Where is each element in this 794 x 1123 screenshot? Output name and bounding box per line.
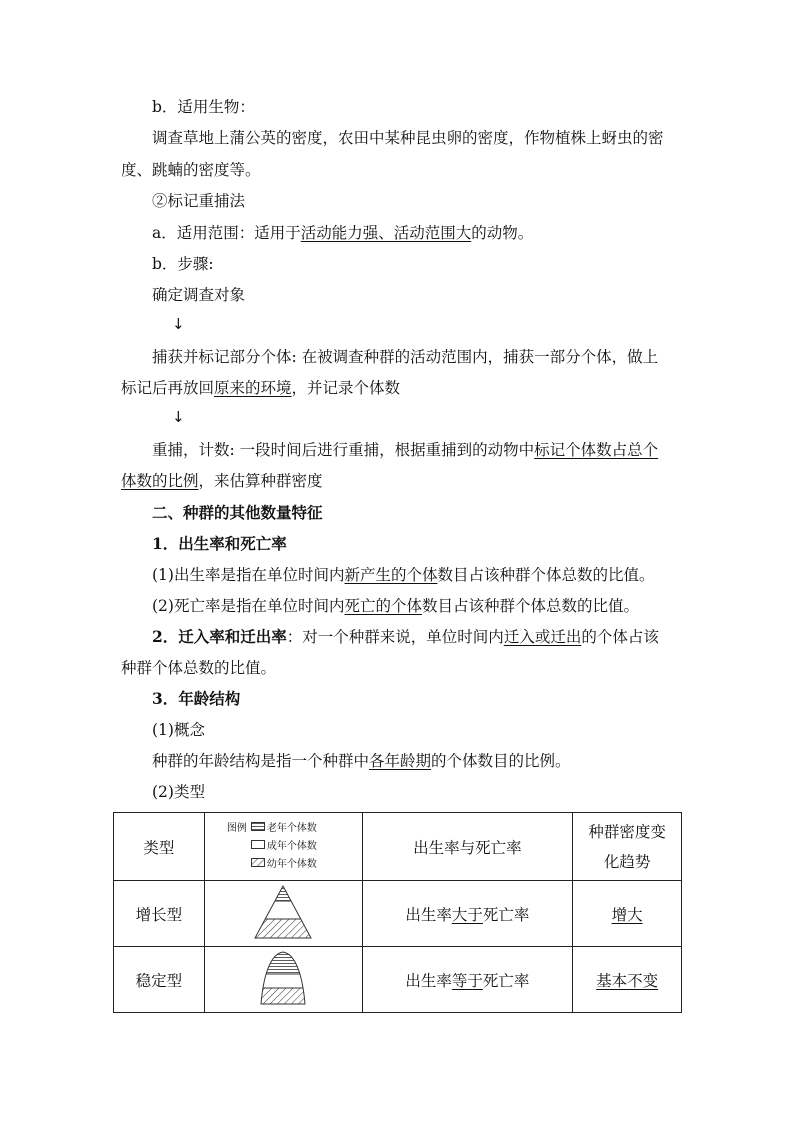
text-span: ，并记录个体数 bbox=[291, 379, 401, 397]
text-span: ：对一个种群来说，单位时间内 bbox=[286, 628, 504, 646]
underlined-term: 原来的环境 bbox=[214, 379, 292, 397]
underlined-term: 迁入或迁出 bbox=[503, 628, 582, 646]
rate-cell bbox=[362, 947, 573, 1013]
legend-adult bbox=[251, 837, 317, 852]
text-line: 种群个体总数的比值。 bbox=[121, 659, 277, 677]
pyramid-cell bbox=[204, 881, 362, 947]
legend-title: 图例 bbox=[226, 822, 247, 834]
text-span: 死亡率 bbox=[482, 905, 530, 924]
trend-cell bbox=[573, 881, 682, 947]
text-span: a．适用范围：适用于 bbox=[152, 224, 301, 242]
growth-pyramid-icon bbox=[253, 884, 313, 940]
underlined-term: 各年龄期 bbox=[369, 752, 432, 770]
stable-pyramid-icon bbox=[253, 950, 313, 1006]
text-line bbox=[152, 439, 658, 461]
table-header-row bbox=[114, 813, 682, 881]
text-line: b．适用生物： bbox=[152, 98, 255, 116]
old-swatch-icon bbox=[251, 822, 265, 831]
text-span: 标记后再放回 bbox=[121, 379, 215, 397]
rate-cell bbox=[362, 881, 573, 947]
text-line: 捕获并标记部分个体: 在被调查种群的活动范围内，捕获一部分个体，做上 bbox=[152, 348, 659, 366]
text-line bbox=[152, 222, 533, 244]
text-span: 重捕，计数: 一段时间后进行重捕，根据重捕到的动物中 bbox=[152, 441, 535, 459]
text-span: ，来估算种群密度 bbox=[198, 472, 323, 490]
underlined-term: 死亡的个体 bbox=[344, 597, 422, 615]
underlined-term: 大于 bbox=[451, 905, 483, 924]
subsection-heading: 1．出生率和死亡率 bbox=[152, 534, 287, 553]
text-span: 的个体数目的比例。 bbox=[431, 752, 571, 770]
pyramid-cell bbox=[204, 947, 362, 1013]
text-line bbox=[152, 750, 571, 772]
underlined-term: 新产生的个体 bbox=[344, 566, 438, 584]
text-line: b．步骤: bbox=[152, 255, 214, 273]
text-line: ②标记重捕法 bbox=[152, 192, 246, 210]
text-line bbox=[152, 626, 659, 648]
text-span: 的动物。 bbox=[471, 224, 534, 242]
adult-swatch-icon bbox=[251, 840, 265, 849]
text-span: 的个体占该 bbox=[581, 628, 659, 646]
text-line: (1)概念 bbox=[152, 721, 205, 739]
text-span: 出生率 bbox=[405, 905, 452, 924]
underlined-term: 体数的比例 bbox=[121, 472, 199, 490]
header-trend bbox=[573, 813, 682, 881]
text-span: 死亡率 bbox=[482, 971, 530, 990]
legend-old-label: 老年个体数 bbox=[266, 822, 317, 834]
table-row bbox=[114, 881, 682, 947]
legend-young-label: 幼年个体数 bbox=[266, 858, 317, 870]
legend-old bbox=[251, 819, 317, 834]
text-line bbox=[152, 595, 639, 617]
underlined-term: 标记个体数占总个 bbox=[534, 441, 659, 459]
text-span: 数目占该种群个体总数的比值。 bbox=[421, 597, 639, 615]
header-trend-line1: 种群密度变 bbox=[588, 822, 666, 841]
text-line: 调查草地上蒲公英的密度，农田中某种昆虫卵的密度，作物植株上蚜虫的密 bbox=[152, 129, 664, 147]
text-span: 出生率 bbox=[405, 971, 452, 990]
inline-heading: 2．迁入率和迁出率 bbox=[152, 627, 287, 646]
text-span: 种群的年龄结构是指一个种群中 bbox=[152, 752, 370, 770]
young-swatch-icon bbox=[251, 858, 265, 867]
type-cell: 增长型 bbox=[114, 881, 205, 947]
header-trend-line2: 化趋势 bbox=[603, 852, 651, 871]
text-line bbox=[152, 564, 655, 586]
text-line: (2)类型 bbox=[152, 783, 205, 801]
text-line bbox=[121, 377, 400, 399]
underlined-term: 等于 bbox=[451, 971, 483, 990]
header-type: 类型 bbox=[114, 813, 205, 881]
underlined-term: 活动能力强、活动范围大 bbox=[300, 224, 472, 242]
text-line bbox=[121, 470, 323, 492]
header-rate: 出生率与死亡率 bbox=[362, 813, 573, 881]
text-line: 确定调查对象 bbox=[152, 286, 246, 304]
underlined-term: 基本不变 bbox=[596, 971, 659, 990]
table-row bbox=[114, 947, 682, 1013]
underlined-term: 增大 bbox=[611, 905, 643, 924]
text-line: 度、跳蝻的密度等。 bbox=[121, 161, 261, 179]
text-span: (1)出生率是指在单位时间内 bbox=[152, 566, 345, 584]
type-cell: 稳定型 bbox=[114, 947, 205, 1013]
legend-young bbox=[251, 855, 317, 870]
trend-cell bbox=[573, 947, 682, 1013]
legend-cell bbox=[204, 813, 362, 881]
subsection-heading: 3．年龄结构 bbox=[152, 689, 241, 708]
text-span: 数目占该种群个体总数的比值。 bbox=[437, 566, 655, 584]
section-heading: 二、种群的其他数量特征 bbox=[152, 503, 323, 522]
text-span: (2)死亡率是指在单位时间内 bbox=[152, 597, 345, 615]
flow-arrow: ↓ bbox=[172, 408, 185, 426]
age-structure-table bbox=[113, 812, 682, 1013]
legend-adult-label: 成年个体数 bbox=[266, 840, 317, 852]
flow-arrow: ↓ bbox=[172, 315, 185, 333]
